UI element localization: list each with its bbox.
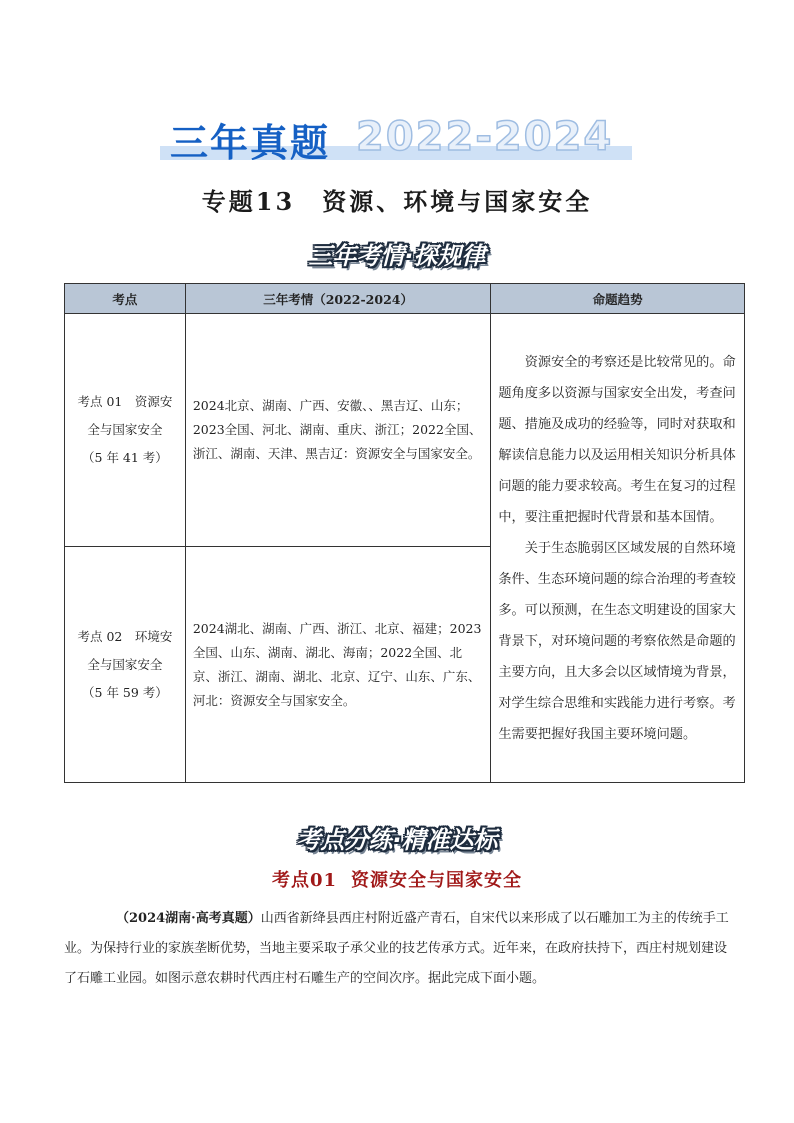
table-row	[65, 314, 745, 547]
table-cell-point: 考点 02 环境安 全与国家安全 （5 年 59 考）	[65, 547, 186, 783]
header-banner	[160, 112, 634, 168]
table-header-years: 三年考情（2022-2024）	[185, 284, 491, 314]
table-cell-point: 考点 01 资源安 全与国家安全 （5 年 41 考）	[65, 314, 186, 547]
table-cell-years: 2024湖北、湖南、广西、浙江、北京、福建；2023全国、山东、湖南、湖北、海南；2022全国、北京、浙江、湖南、湖北、北京、辽宁、山东、广东、河北：资源安全与国家安全。	[185, 547, 491, 783]
knowledge-point-label: 考点01	[271, 870, 338, 891]
knowledge-point-title	[0, 866, 794, 892]
question-source: （2024湖南·高考真题）	[116, 911, 261, 926]
trend-paragraph: 资源安全的考察还是比较常见的。命题角度多以资源与国家安全出发，考查问题、措施及成功的经验等，同时对获取和解读信息能力以及运用相关知识分析具体问题的能力要求较高。考生在复习的过程中，要注重把握时代背景和基本国情。	[498, 354, 736, 525]
section-title-practice: 考点分练·精准达标	[296, 826, 498, 854]
banner-title: 三年真题	[170, 121, 331, 165]
table-cell-trend	[491, 314, 745, 783]
topic-title: 专题13 资源、环境与国家安全	[201, 187, 593, 216]
table-header-trend: 命题趋势	[491, 284, 745, 314]
section-title-exam-analysis: 三年考情·探规律	[308, 242, 486, 270]
question-stem	[64, 904, 732, 994]
exam-analysis-table	[64, 283, 745, 783]
trend-paragraph: 关于生态脆弱区区域发展的自然环境条件、生态环境问题的综合治理的考查较多。可以预测，在生态文明建设的国家大背景下，对环境问题的考察依然是命题的主要方向，且大多会以区域情境为背景，对学生综合思维和实践能力进行考察。考生需要把握好我国主要环境问题。	[498, 540, 736, 742]
table-header-point: 考点	[65, 284, 186, 314]
table-cell-years: 2024北京、湖南、广西、安徽、、黑吉辽、山东；2023全国、河北、湖南、重庆、浙江；2022全国、浙江、湖南、天津、黑吉辽：资源安全与国家安全。	[185, 314, 491, 547]
question-body: 山西省新绛县西庄村附近盛产青石，自宋代以来形成了以石雕加工为主的传统手工业。为保持行业的家族垄断优势，当地主要采取子承父业的技艺传承方式。近年来，在政府扶持下，西庄村规划建设了石雕工业园。如图示意农耕时代西庄村石雕生产的空间次序。据此完成下面小题。	[64, 911, 729, 986]
banner-years: 2022-2024	[356, 114, 614, 160]
table-header-row	[65, 284, 745, 314]
knowledge-point-name: 资源安全与国家安全	[351, 870, 523, 891]
